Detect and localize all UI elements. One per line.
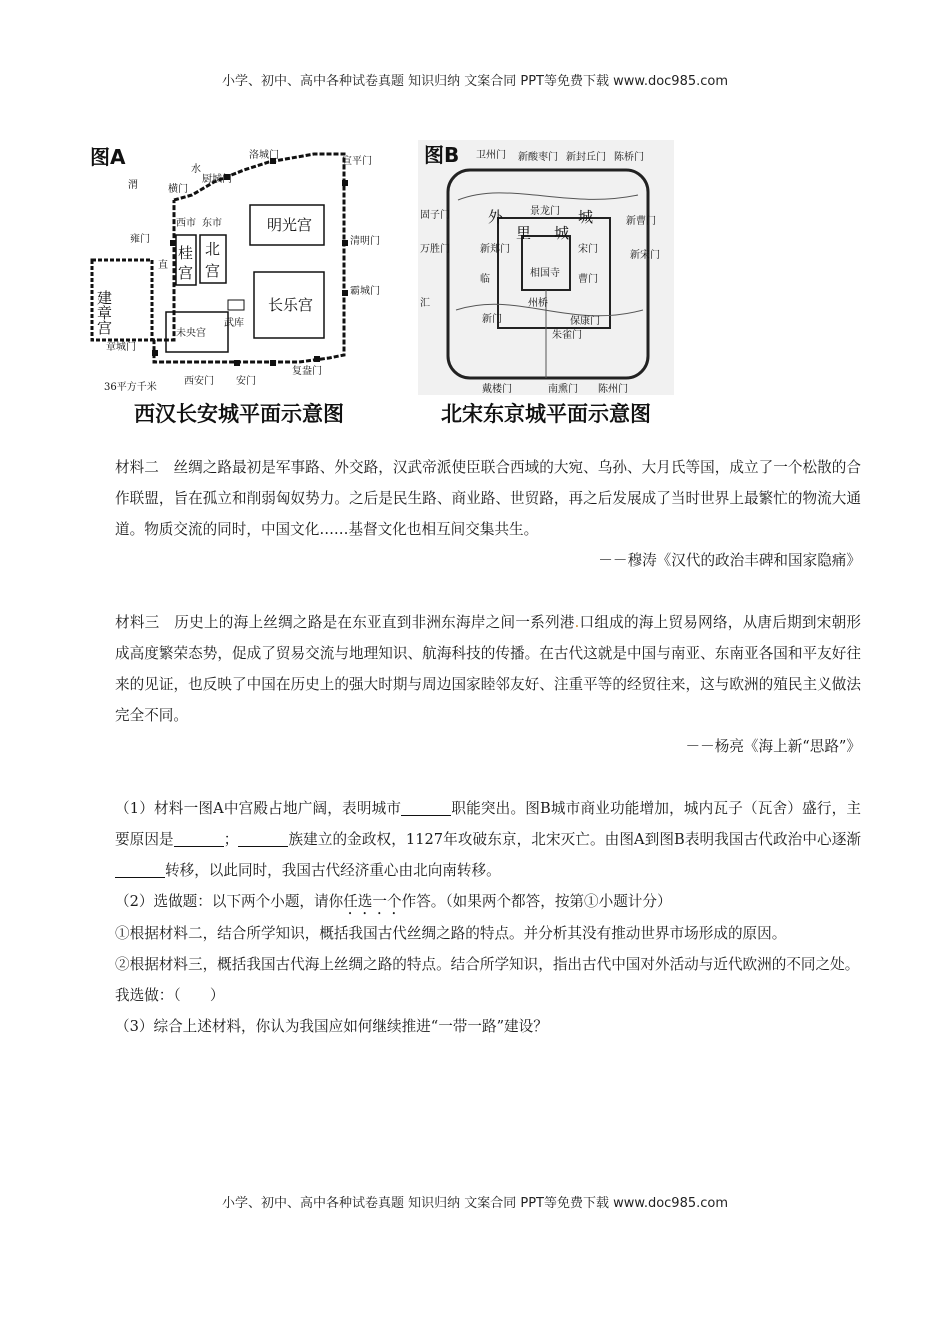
- question-2-emphasis: 任选一个: [343, 893, 402, 910]
- label-an-gate: 安门: [236, 376, 256, 387]
- answer-blank-1[interactable]: [401, 800, 451, 816]
- question-1-part-2: 职能突出。图B城市商业功能增加，城内瓦子（瓦舍）盛行，主要原因是: [115, 800, 862, 848]
- label-heng-gate: 横门: [168, 184, 188, 195]
- question-1-part-1: （1）材料一图A中宫殿占地广阔，表明城市: [115, 800, 402, 817]
- label-xiangguo-temple: 相国寺: [530, 268, 560, 279]
- label-guzi-gate: 固子门: [420, 210, 450, 221]
- label-xishi: 西市: [176, 218, 196, 229]
- label-yong-gate: 雍门: [130, 234, 150, 245]
- map-b-tag: 图B: [424, 143, 460, 167]
- page-footer: 小学、初中、高中各种试卷真题 知识归纳 文案合同 PPT等免费下载 www.doc985.com: [221, 1196, 729, 1211]
- wuku: [228, 300, 244, 310]
- question-3: （3）综合上述材料，你认为我国应如何继续推进“一带一路”建设？: [115, 1018, 548, 1035]
- label-dailou-gate: 戴楼门: [482, 384, 512, 395]
- question-2-option-2: ②根据材料三，概括我国古代海上丝绸之路的特点。结合所学知识，指出古代中国对外活动与近代欧洲的不同之处。: [115, 956, 860, 973]
- question-2: [115, 886, 861, 918]
- label-zhouqiao: 州桥: [528, 298, 548, 309]
- label-cheng: 城: [578, 208, 594, 226]
- spacer: [115, 576, 861, 607]
- page-header: 小学、初中、高中各种试卷真题 知识归纳 文案合同 PPT等免费下载 www.doc985.com: [221, 74, 729, 89]
- material-3-mark: .: [574, 614, 580, 631]
- label-cao-gate: 曹门: [578, 274, 598, 285]
- map-a: [84, 140, 394, 432]
- map-b-drawing: [418, 140, 674, 395]
- material-3-source: －－杨亮《海上新“思路”》: [685, 738, 861, 755]
- question-2-part-2: 作答。（如果两个都答，按第①小题计分）: [401, 893, 672, 910]
- label-gong-2: 宫: [205, 262, 221, 280]
- material-3-text-part-1: 材料三 历史上的海上丝绸之路是在东亚直到非洲东海岸之间一系列港: [115, 614, 575, 631]
- document-body: [115, 452, 861, 1042]
- question-1-part-5: 转移，以此同时，我国古代经济重心由北向南转移。: [165, 862, 501, 879]
- label-zhangcheng-gate: 章城门: [106, 342, 136, 353]
- label-area: 36平方千米: [104, 382, 157, 393]
- label-qingming-gate: 清明门: [350, 236, 380, 247]
- label-bei: 北: [205, 240, 221, 258]
- label-wei: 渭: [128, 180, 138, 191]
- answer-blank-3[interactable]: [238, 831, 288, 847]
- map-b: [418, 140, 674, 432]
- label-li: 里: [516, 224, 532, 242]
- label-xuanping-gate: 宣平门: [342, 156, 372, 167]
- question-2-option-1: ①根据材料二，结合所学知识，概括我国古代丝绸之路的特点。并分析其没有推动世界市场形成的原因。: [115, 925, 787, 942]
- label-shui: 水: [191, 164, 201, 175]
- spacer: [115, 762, 861, 793]
- label-gui: 桂: [178, 244, 194, 262]
- label-mingguang-palace: 明光宫: [267, 216, 313, 234]
- label-chucheng-gate: 厨城门: [202, 174, 232, 185]
- label-jinglong-gate: 景龙门: [530, 206, 560, 217]
- question-2-choice[interactable]: 我选做：（ ）: [115, 987, 225, 1004]
- label-fuang-gate: 复盎门: [292, 366, 322, 377]
- question-1: [115, 793, 861, 886]
- map-b-title: 北宋东京城平面示意图: [441, 402, 651, 426]
- label-nanxun-gate: 南熏门: [548, 384, 578, 395]
- label-chenqiao-gate: 陈桥门: [614, 152, 644, 163]
- label-hui: 汇: [420, 298, 430, 309]
- label-xinfengqiu-gate: 新封丘门: [566, 152, 606, 163]
- question-1-part-3: ；: [223, 831, 239, 848]
- label-xin-gate: 新门: [482, 314, 502, 325]
- answer-blank-4[interactable]: [115, 862, 165, 878]
- label-jianzhang-palace: 建章宫: [95, 290, 113, 335]
- label-zhi: 直: [158, 260, 168, 271]
- label-cheng-2: 城: [554, 224, 570, 242]
- label-weiyang-palace: 未央宫: [176, 328, 206, 339]
- material-3-text-part-2: 口组成的海上贸易网络，从唐后期到宋朝形成高度繁荣态势，促成了贸易交流与地理知识、航海科技的传播。在古代这就是中国与南亚、东南亚各国和平友好往来的见证，也反映了中国在历史上的强大时期与周边国家睦邻友好、注重平等的经贸往来，这与欧洲的殖民主义做法完全不同。: [115, 614, 861, 724]
- label-bacheng-gate: 霸城门: [350, 286, 380, 297]
- material-2-source: －－穆涛《汉代的政治丰碑和国家隐痛》: [598, 552, 861, 569]
- question-1-part-4: 族建立的金政权，1127年攻破东京，北宋灭亡。由图A到图B表明我国古代政治中心逐渐: [288, 831, 861, 848]
- label-xinsong-gate: 新宋门: [630, 250, 660, 261]
- map-a-title: 西汉长安城平面示意图: [134, 402, 344, 426]
- label-baokang-gate: 保康门: [570, 316, 600, 327]
- label-wansheng-gate: 万胜门: [420, 244, 450, 255]
- label-wai: 外: [488, 208, 504, 226]
- label-wuku: 武库: [224, 318, 244, 329]
- label-dongshi: 东市: [202, 218, 222, 229]
- label-xincao-gate: 新曹门: [626, 216, 656, 227]
- material-2-text: 材料二 丝绸之路最初是军事路、外交路，汉武帝派使臣联合西域的大宛、乌孙、大月氏等国，成立了一个松散的合作联盟，旨在孤立和削弱匈奴势力。之后是民生路、商业路、世贸路，再之后发展成了当时世界上最繁忙的物流大通道。物质交流的同时，中国文化……基督文化也相互间交集共生。: [115, 459, 861, 538]
- map-figures: [84, 140, 684, 432]
- label-xinzheng-gate: 新郑门: [480, 244, 510, 255]
- label-gong-1: 宫: [178, 264, 194, 282]
- label-luocheng-gate: 洛城门: [249, 150, 279, 161]
- map-a-tag: 图A: [90, 145, 126, 169]
- label-xinsuanzao-gate: 新酸枣门: [518, 152, 558, 163]
- label-chenzhou-gate: 陈州门: [598, 384, 628, 395]
- label-song-gate: 宋门: [578, 244, 598, 255]
- question-2-part-1: （2）选做题：以下两个小题，请你: [115, 893, 344, 910]
- material-3-text: [115, 607, 861, 731]
- label-lin: 临: [480, 274, 490, 285]
- label-changle-palace: 长乐宫: [268, 296, 314, 314]
- label-xian-gate: 西安门: [184, 376, 214, 387]
- label-zhuque-gate: 朱雀门: [552, 330, 582, 341]
- map-a-drawing: [84, 140, 394, 395]
- answer-blank-2[interactable]: [174, 831, 224, 847]
- label-weizhou-gate: 卫州门: [476, 150, 506, 161]
